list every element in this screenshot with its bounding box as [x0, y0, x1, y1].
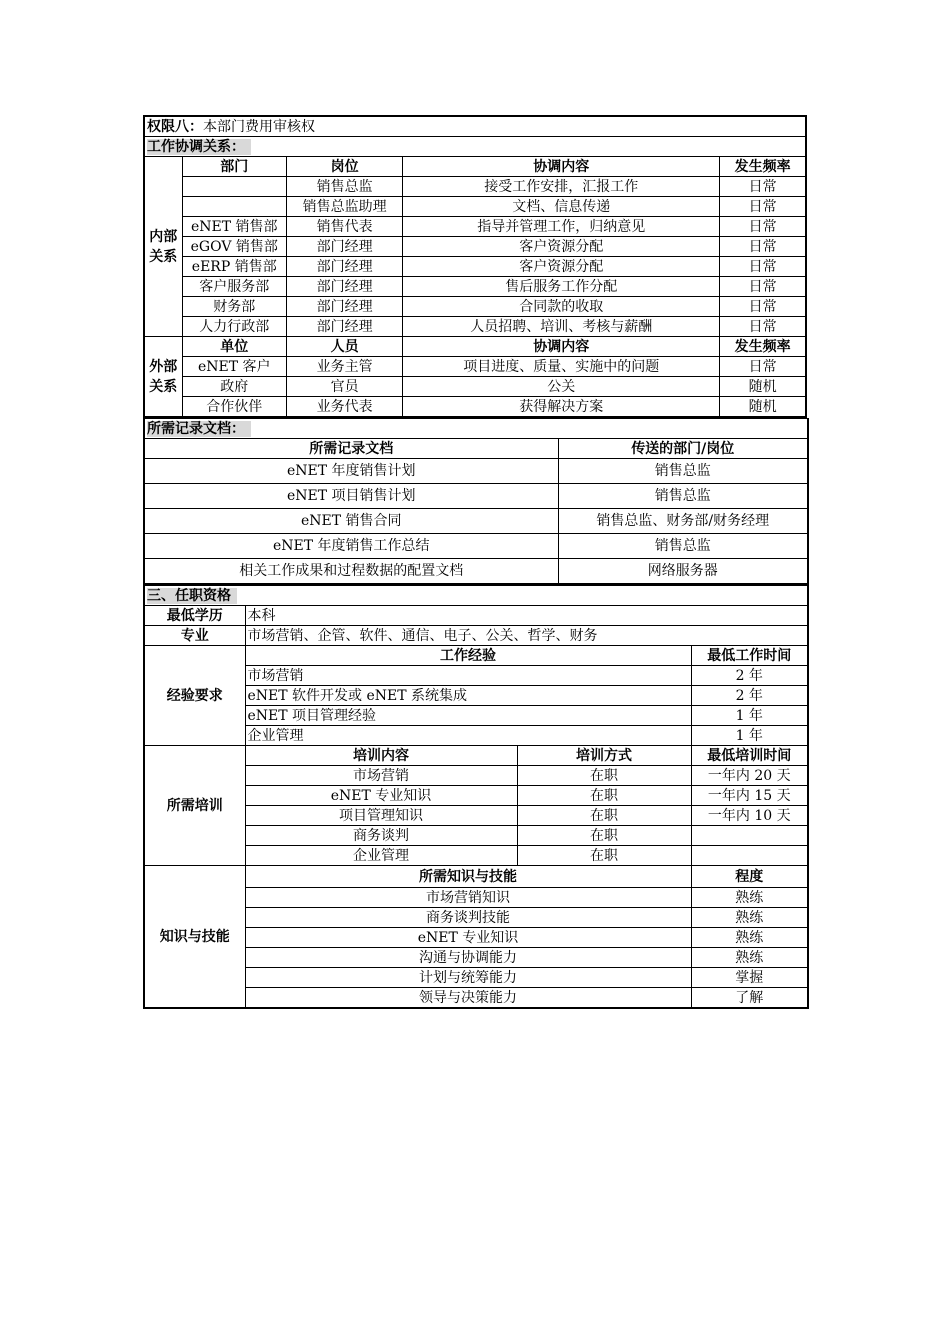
records-cell: 销售总监、财务部/财务经理	[558, 509, 808, 534]
internal-cell: 部门经理	[286, 237, 402, 257]
skills-level-cell: 熟练	[691, 888, 808, 908]
records-row	[144, 509, 808, 534]
permission-label: 权限八：	[147, 118, 203, 135]
external-cell: 公关	[403, 377, 720, 397]
internal-row	[144, 237, 806, 257]
internal-cell: 销售总监	[286, 177, 402, 197]
records-cell: 销售总监	[558, 459, 808, 484]
internal-cell: 人力行政部	[182, 317, 286, 337]
internal-cell: eGOV 销售部	[182, 237, 286, 257]
skills-cell: 领导与决策能力	[245, 988, 691, 1009]
training-header-cell: 培训内容	[245, 746, 517, 766]
internal-cell: 销售总监助理	[286, 197, 402, 217]
external-cell: 业务代表	[286, 397, 402, 418]
internal-cell: 日常	[720, 217, 806, 237]
permission-text: 本部门费用审核权	[203, 118, 315, 135]
external-row	[144, 377, 806, 397]
skills-cell: 计划与统筹能力	[245, 968, 691, 988]
skills-level-cell: 了解	[691, 988, 808, 1009]
experience-label: 经验要求	[144, 646, 245, 746]
internal-cell: 客户服务部	[182, 277, 286, 297]
training-cell: 一年内 10 天	[691, 806, 808, 826]
internal-cell: 指导并管理工作，归纳意见	[403, 217, 720, 237]
permission-row	[144, 116, 806, 137]
training-cell: 项目管理知识	[245, 806, 517, 826]
internal-cell: 人员招聘、培训、考核与薪酬	[403, 317, 720, 337]
external-cell: 随机	[720, 377, 806, 397]
external-relations-label: 外部关系	[144, 337, 182, 418]
document-sheet	[143, 115, 807, 1009]
internal-row	[144, 197, 806, 217]
internal-cell: 日常	[720, 277, 806, 297]
training-cell: 在职	[517, 806, 691, 826]
records-header-cell: 传送的部门/岗位	[558, 439, 808, 459]
training-label: 所需培训	[144, 746, 245, 866]
coordination-table	[143, 115, 807, 418]
education-label: 最低学历	[144, 606, 245, 626]
internal-cell: 接受工作安排，汇报工作	[403, 177, 720, 197]
external-header-row	[144, 337, 806, 357]
skills-header-row	[144, 866, 808, 888]
records-cell: eNET 年度销售计划	[144, 459, 558, 484]
records-header-cell: 所需记录文档	[144, 439, 558, 459]
internal-cell: 日常	[720, 237, 806, 257]
internal-cell: 客户资源分配	[403, 237, 720, 257]
internal-relations-label: 内部关系	[144, 157, 182, 337]
training-cell: eNET 专业知识	[245, 786, 517, 806]
internal-cell: 售后服务工作分配	[403, 277, 720, 297]
records-cell: 销售总监	[558, 534, 808, 559]
records-cell: 相关工作成果和过程数据的配置文档	[144, 559, 558, 585]
external-cell: 获得解决方案	[403, 397, 720, 418]
training-cell: 一年内 15 天	[691, 786, 808, 806]
internal-row	[144, 257, 806, 277]
training-cell: 一年内 20 天	[691, 766, 808, 786]
experience-duration-cell: 1 年	[691, 706, 808, 726]
records-row	[144, 484, 808, 509]
skills-cell: 市场营销知识	[245, 888, 691, 908]
external-cell: 合作伙伴	[182, 397, 286, 418]
skills-label: 知识与技能	[144, 866, 245, 1009]
experience-header-row	[144, 646, 808, 666]
training-cell: 市场营销	[245, 766, 517, 786]
internal-cell: 文档、信息传递	[403, 197, 720, 217]
training-cell: 在职	[517, 766, 691, 786]
major-label: 专业	[144, 626, 245, 646]
training-cell: 企业管理	[245, 846, 517, 866]
records-cell: eNET 销售合同	[144, 509, 558, 534]
internal-cell: 部门经理	[286, 277, 402, 297]
records-table	[143, 418, 809, 585]
experience-duration-cell: 2 年	[691, 666, 808, 686]
skills-cell: 商务谈判技能	[245, 908, 691, 928]
skills-level-cell: 熟练	[691, 928, 808, 948]
training-cell: 商务谈判	[245, 826, 517, 846]
external-header-cell: 人员	[286, 337, 402, 357]
skills-header-cell: 程度	[691, 866, 808, 888]
records-cell: 网络服务器	[558, 559, 808, 585]
experience-header-cell: 最低工作时间	[691, 646, 808, 666]
records-row	[144, 559, 808, 585]
experience-cell: eNET 项目管理经验	[245, 706, 691, 726]
internal-cell: 财务部	[182, 297, 286, 317]
internal-row	[144, 177, 806, 197]
external-cell: 业务主管	[286, 357, 402, 377]
internal-row	[144, 317, 806, 337]
external-row	[144, 397, 806, 418]
external-cell: 日常	[720, 357, 806, 377]
internal-row	[144, 217, 806, 237]
internal-row	[144, 277, 806, 297]
records-row	[144, 459, 808, 484]
external-cell: 随机	[720, 397, 806, 418]
experience-cell: 市场营销	[245, 666, 691, 686]
internal-header-row	[144, 157, 806, 177]
internal-cell	[182, 177, 286, 197]
training-cell	[691, 826, 808, 846]
skills-level-cell: 熟练	[691, 908, 808, 928]
coordination-title-row	[144, 137, 806, 157]
skills-level-cell: 掌握	[691, 968, 808, 988]
internal-cell	[182, 197, 286, 217]
internal-cell: 日常	[720, 257, 806, 277]
major-value: 市场营销、企管、软件、通信、电子、公关、哲学、财务	[245, 626, 808, 646]
education-value: 本科	[245, 606, 808, 626]
experience-cell: 企业管理	[245, 726, 691, 746]
qualifications-title-row	[144, 586, 808, 606]
external-header-cell: 单位	[182, 337, 286, 357]
internal-header-cell: 协调内容	[403, 157, 720, 177]
training-cell: 在职	[517, 786, 691, 806]
internal-header-cell: 部门	[182, 157, 286, 177]
internal-cell: eNET 销售部	[182, 217, 286, 237]
external-cell: eNET 客户	[182, 357, 286, 377]
skills-cell: 沟通与协调能力	[245, 948, 691, 968]
external-row	[144, 357, 806, 377]
internal-cell: 合同款的收取	[403, 297, 720, 317]
training-header-cell: 培训方式	[517, 746, 691, 766]
records-header-row	[144, 439, 808, 459]
experience-duration-cell: 1 年	[691, 726, 808, 746]
internal-cell: 部门经理	[286, 297, 402, 317]
training-header-cell: 最低培训时间	[691, 746, 808, 766]
external-cell: 项目进度、质量、实施中的问题	[403, 357, 720, 377]
internal-cell: 部门经理	[286, 317, 402, 337]
internal-row	[144, 297, 806, 317]
internal-cell: 客户资源分配	[403, 257, 720, 277]
training-header-row	[144, 746, 808, 766]
internal-cell: 销售代表	[286, 217, 402, 237]
internal-cell: 日常	[720, 197, 806, 217]
experience-cell: eNET 软件开发或 eNET 系统集成	[245, 686, 691, 706]
internal-header-cell: 岗位	[286, 157, 402, 177]
records-cell: eNET 项目销售计划	[144, 484, 558, 509]
experience-duration-cell: 2 年	[691, 686, 808, 706]
external-header-cell: 发生频率	[720, 337, 806, 357]
internal-cell: 部门经理	[286, 257, 402, 277]
skills-header-cell: 所需知识与技能	[245, 866, 691, 888]
training-cell: 在职	[517, 846, 691, 866]
records-title-row	[144, 419, 808, 439]
qualifications-table	[143, 585, 809, 1009]
coordination-title: 工作协调关系：	[147, 139, 251, 155]
skills-cell: eNET 专业知识	[245, 928, 691, 948]
experience-header-cell: 工作经验	[245, 646, 691, 666]
training-cell: 在职	[517, 826, 691, 846]
external-header-cell: 协调内容	[403, 337, 720, 357]
external-cell: 政府	[182, 377, 286, 397]
qualifications-title: 三、任职资格	[147, 588, 237, 604]
skills-level-cell: 熟练	[691, 948, 808, 968]
records-cell: eNET 年度销售工作总结	[144, 534, 558, 559]
internal-header-cell: 发生频率	[720, 157, 806, 177]
records-cell: 销售总监	[558, 484, 808, 509]
external-cell: 官员	[286, 377, 402, 397]
internal-cell: 日常	[720, 317, 806, 337]
records-row	[144, 534, 808, 559]
training-cell	[691, 846, 808, 866]
internal-cell: 日常	[720, 297, 806, 317]
internal-cell: eERP 销售部	[182, 257, 286, 277]
records-title: 所需记录文档：	[147, 421, 251, 437]
internal-cell: 日常	[720, 177, 806, 197]
